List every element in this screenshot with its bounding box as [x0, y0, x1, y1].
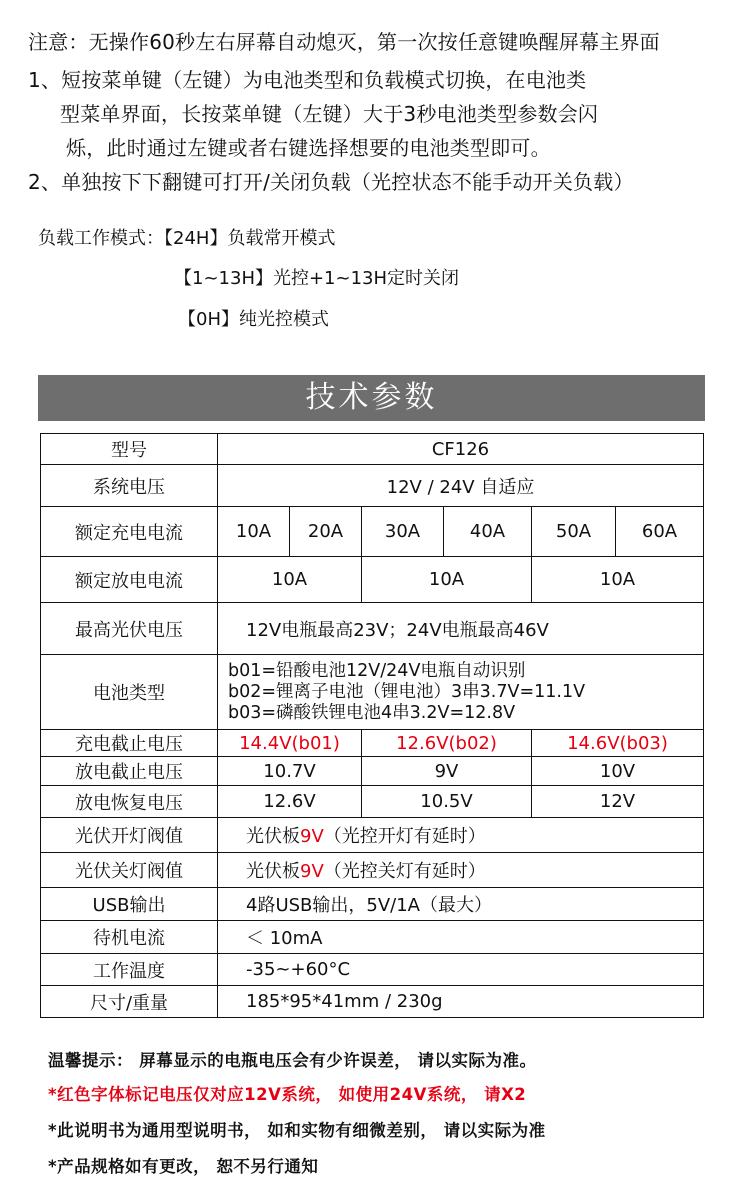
table-row-model: [41, 434, 704, 465]
label-max-pv-voltage: 最高光伏电压: [41, 603, 218, 655]
value-battery-type: [218, 655, 704, 730]
table-row-pv-off-threshold: [41, 853, 704, 888]
charge-current-cell: 10A: [218, 507, 290, 557]
battery-type-b02: b02=锂离子电池（锂电池）3串3.7V=11.1V: [228, 681, 586, 702]
load-mode-1-13h: 【1~13H】光控+1~13H定时关闭: [174, 268, 460, 289]
table-row-discharge-current: [41, 557, 704, 603]
table-row-system-voltage: [41, 465, 704, 507]
label-battery-type: 电池类型: [41, 655, 218, 730]
label-discharge-current: 额定放电电流: [41, 557, 218, 603]
label-temperature: 工作温度: [41, 954, 218, 986]
table-row-standby: [41, 921, 704, 954]
label-system-voltage: 系统电压: [41, 465, 218, 507]
charge-current-cell: 40A: [444, 507, 532, 557]
label-discharge-cutoff: 放电截止电压: [41, 757, 218, 786]
table-row-pv-on-threshold: [41, 818, 704, 853]
discharge-current-cell: 10A: [532, 557, 704, 603]
discharge-recover-cell: 12V: [532, 786, 704, 818]
tech-params-banner: 技术参数: [38, 375, 705, 421]
label-charge-current: 额定充电电流: [41, 507, 218, 557]
charge-current-cell: 50A: [532, 507, 616, 557]
pv-on-voltage: 9V: [300, 826, 324, 847]
battery-type-b01: b01=铅酸电池12V/24V电瓶自动识别: [228, 660, 526, 681]
discharge-cutoff-cell: 9V: [362, 757, 532, 786]
footer-generic-note: *此说明书为通用型说明书， 如和实物有细微差别， 请以实际为准: [48, 1121, 546, 1140]
charge-cutoff-b02: 12.6V(b02): [362, 730, 532, 757]
load-mode-0h: 【0H】纯光控模式: [178, 309, 329, 330]
battery-type-b03: b03=磷酸铁锂电池4串3.2V=12.8V: [228, 702, 516, 723]
charge-current-cell: 20A: [290, 507, 362, 557]
notice-line: 注意：无操作60秒左右屏幕自动熄灭，第一次按任意键唤醒屏幕主界面: [28, 30, 660, 54]
charge-cutoff-b01: 14.4V(b01): [218, 730, 362, 757]
charge-cutoff-b03: 14.6V(b03): [532, 730, 704, 757]
footer-red-note: *红色字体标记电压仅对应12V系统， 如使用24V系统， 请X2: [48, 1085, 527, 1104]
charge-current-cell: 60A: [616, 507, 704, 557]
load-mode-row-1: [38, 224, 335, 250]
discharge-cutoff-cell: 10.7V: [218, 757, 362, 786]
label-pv-on-threshold: 光伏开灯阀值: [41, 818, 218, 853]
pv-on-prefix: 光伏板: [246, 826, 300, 847]
value-size-weight: 185*95*41mm / 230g: [218, 986, 704, 1018]
value-standby: ＜ 10mA: [218, 921, 704, 954]
discharge-cutoff-cell: 10V: [532, 757, 704, 786]
pv-off-prefix: 光伏板: [246, 861, 300, 882]
instruction-1-line-1: 1、短按菜单键（左键）为电池类型和负载模式切换，在电池类: [28, 68, 587, 92]
label-charge-cutoff: 充电截止电压: [41, 730, 218, 757]
table-row-charge-current: [41, 507, 704, 557]
label-pv-off-threshold: 光伏关灯阀值: [41, 853, 218, 888]
value-usb: 4路USB输出，5V/1A（最大）: [218, 888, 704, 921]
discharge-current-cell: 10A: [218, 557, 362, 603]
spec-table: [40, 433, 704, 1018]
instruction-1-line-3: 烁，此时通过左键或者右键选择想要的电池类型即可。: [66, 136, 551, 160]
label-standby: 待机电流: [41, 921, 218, 954]
discharge-recover-cell: 12.6V: [218, 786, 362, 818]
label-model: 型号: [41, 434, 218, 465]
value-system-voltage: 12V / 24V 自适应: [218, 465, 704, 507]
label-discharge-recover: 放电恢复电压: [41, 786, 218, 818]
value-pv-on-threshold: [218, 818, 704, 853]
load-mode-24h: 【24H】负载常开模式: [164, 228, 336, 249]
label-size-weight: 尺寸/重量: [41, 986, 218, 1018]
table-row-charge-cutoff: [41, 730, 704, 757]
value-temperature: -35~+60°C: [218, 954, 704, 986]
pv-on-note: （光控开灯有延时）: [323, 826, 486, 847]
charge-current-cell: 30A: [362, 507, 444, 557]
table-row-discharge-recover: [41, 786, 704, 818]
table-row-size-weight: [41, 986, 704, 1018]
value-model: CF126: [218, 434, 704, 465]
table-row-battery-type: [41, 655, 704, 730]
table-row-temperature: [41, 954, 704, 986]
label-usb: USB输出: [41, 888, 218, 921]
value-pv-off-threshold: [218, 853, 704, 888]
pv-off-note: （光控关灯有延时）: [323, 861, 486, 882]
pv-off-voltage: 9V: [300, 861, 324, 882]
table-row-discharge-cutoff: [41, 757, 704, 786]
load-mode-label: 负载工作模式：: [38, 228, 164, 249]
table-row-usb: [41, 888, 704, 921]
value-max-pv-voltage: 12V电瓶最高23V；24V电瓶最高46V: [218, 603, 704, 655]
discharge-current-cell: 10A: [362, 557, 532, 603]
footer-tip: 温馨提示： 屏幕显示的电瓶电压会有少许误差， 请以实际为准。: [48, 1051, 537, 1070]
instruction-1-line-2: 型菜单界面，长按菜单键（左键）大于3秒电池类型参数会闪: [60, 102, 599, 126]
instruction-2-line: 2、单独按下下翻键可打开/关闭负载（光控状态不能手动开关负载）: [28, 170, 634, 194]
table-row-max-pv-voltage: [41, 603, 704, 655]
footer-change-note: *产品规格如有更改， 恕不另行通知: [48, 1157, 319, 1176]
discharge-recover-cell: 10.5V: [362, 786, 532, 818]
